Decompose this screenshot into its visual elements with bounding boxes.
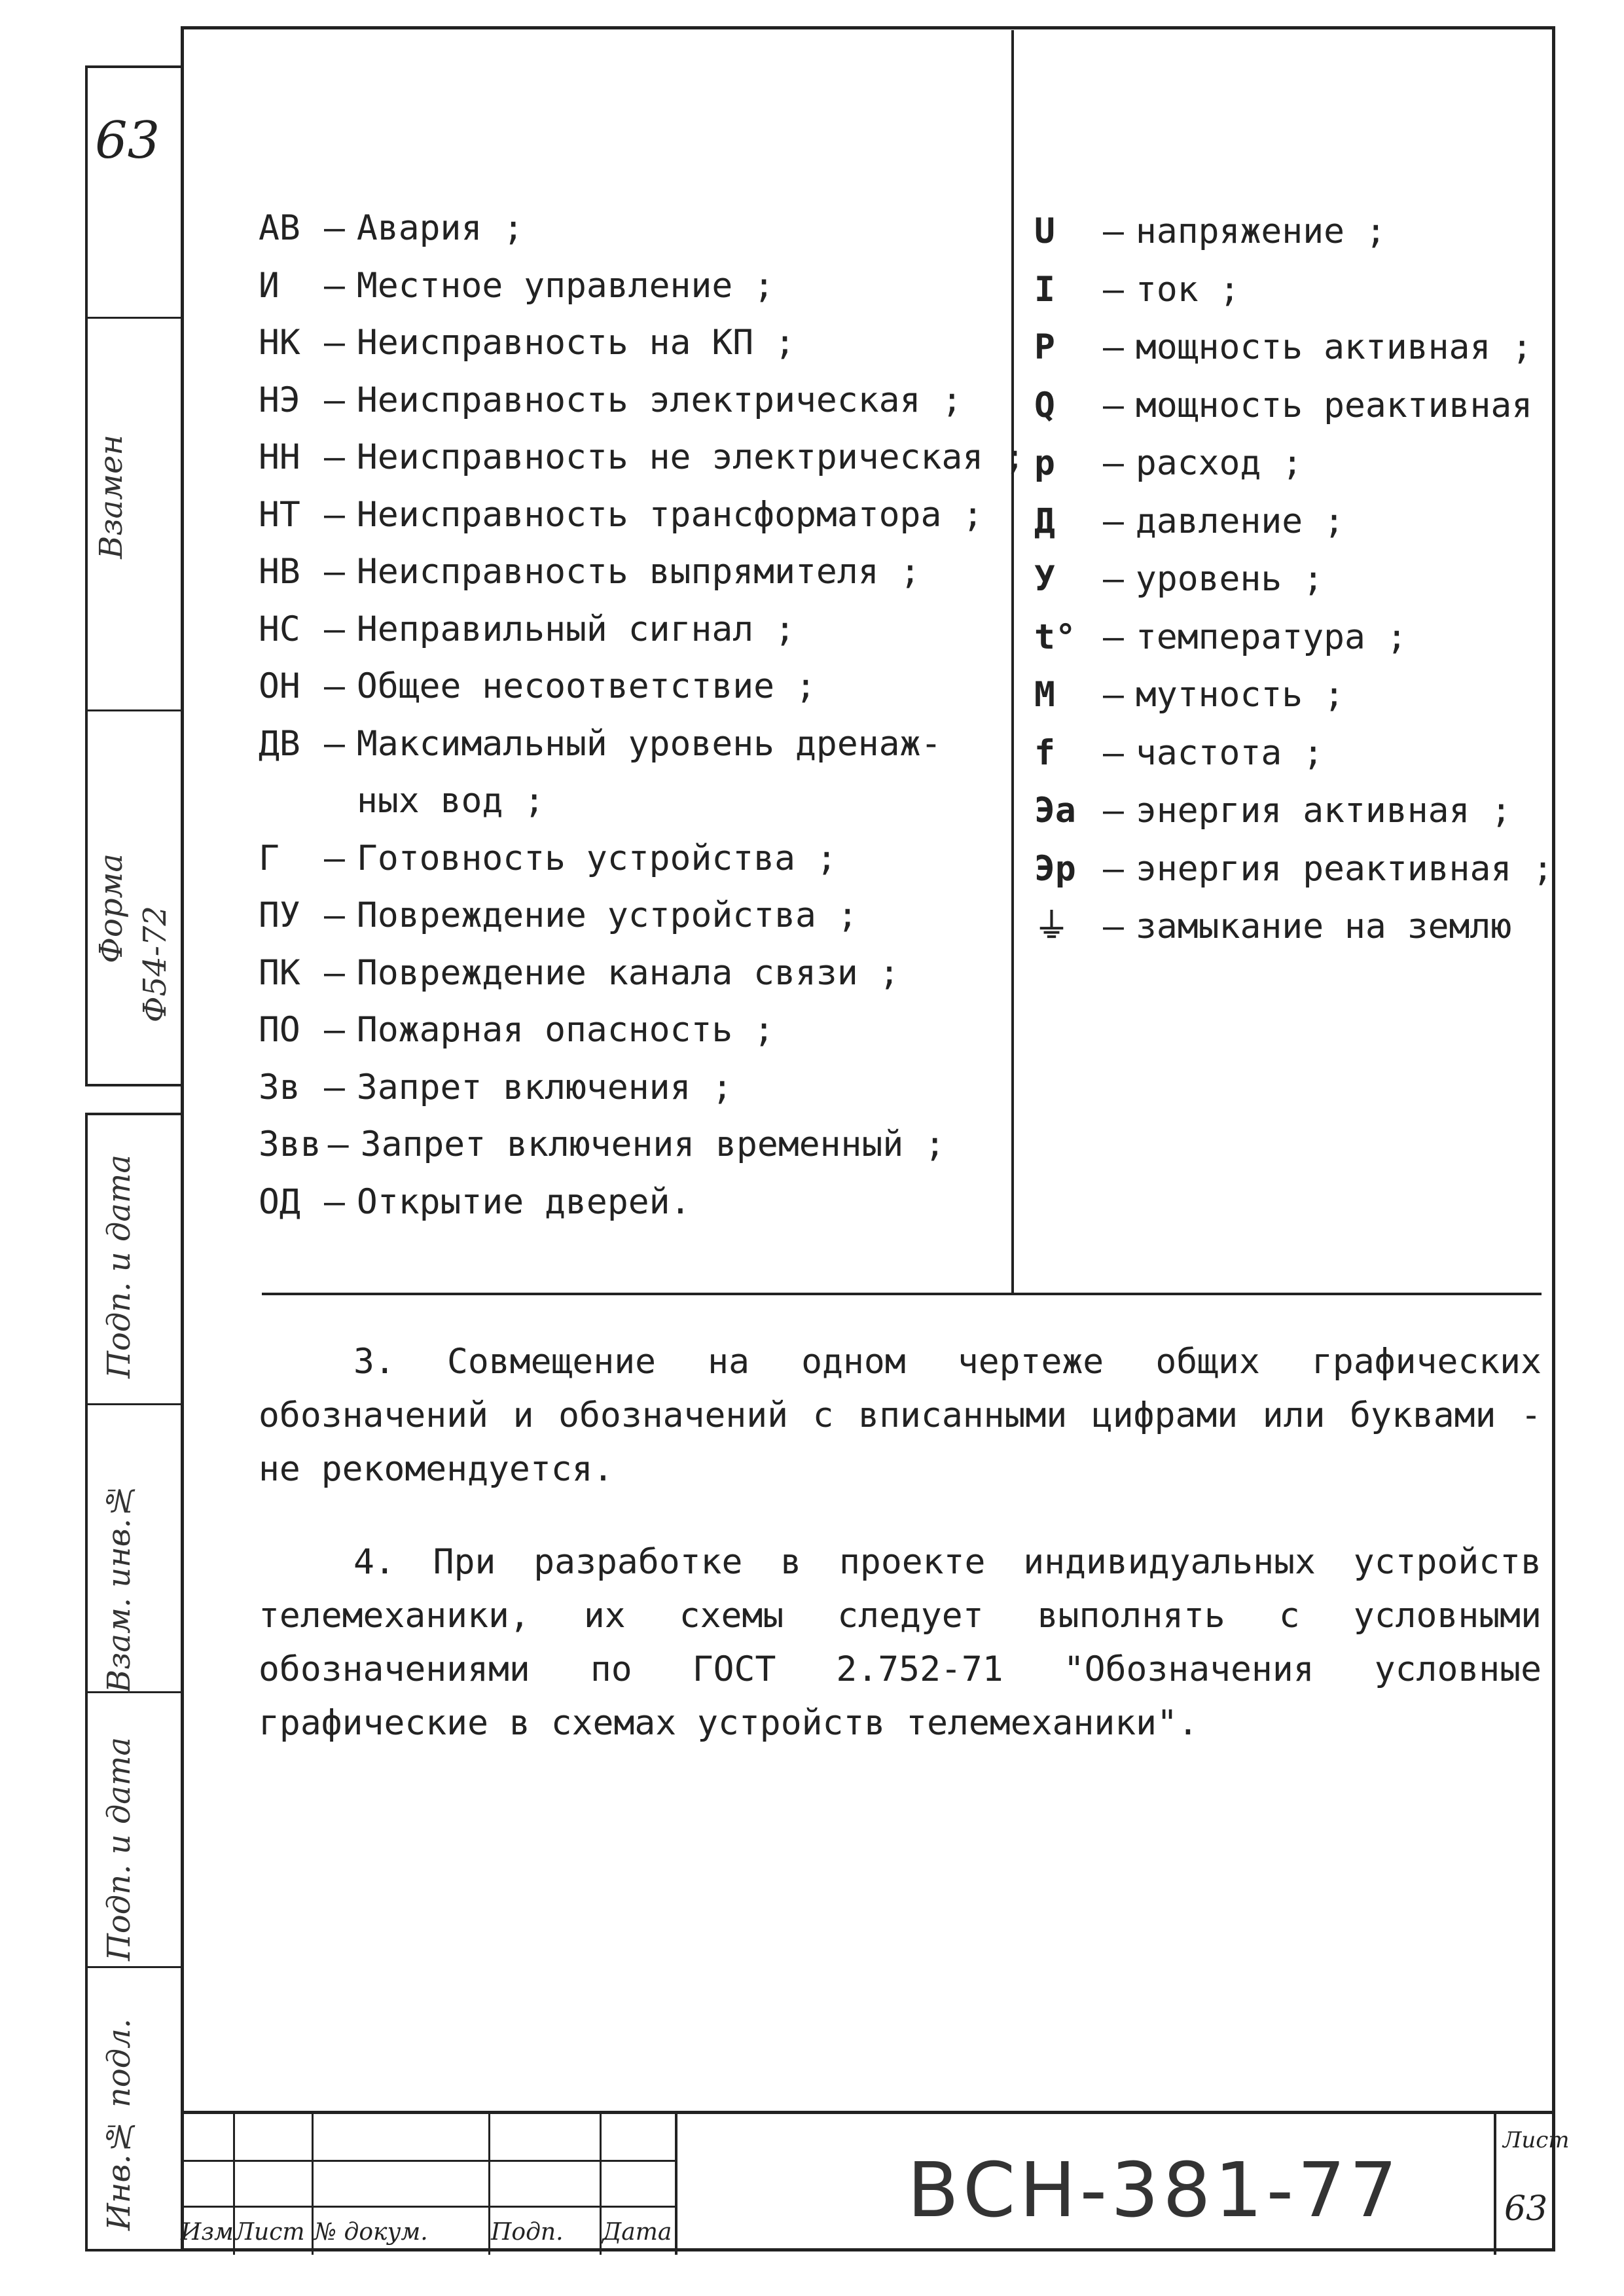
side-label-vzamen: Взамен [93,435,130,559]
side-stamp-top [85,65,183,1086]
list-item: Q – мощность реактивная [1034,385,1533,425]
side-label-podp-data-2: Подп. и дата [101,1737,137,1961]
list-item: ⏚ – замыкание на землю [1034,898,1553,956]
list-item: P – мощность активная ; [1034,327,1533,367]
list-item: НВ – Неисправность выпрямителя ; [259,552,921,592]
list-item: Звв – Запрет включения временный ; [259,1124,946,1164]
list-item: f – частота ; [1034,732,1324,773]
list-item: НК – Неисправность на КП ; [259,323,796,363]
list-item: ПК – Повреждение канала связи ; [259,952,900,993]
sheet-label: Лист [1503,2127,1570,2153]
side-label-podp-data: Подп. и дата [101,1155,137,1378]
list-item: У – уровень ; [1034,559,1324,599]
list-item: Д – давление ; [1034,501,1345,541]
list-item: И – Местное управление ; [259,265,775,306]
list-item: U – напряжение ; [1034,211,1386,251]
list-item: НЭ – Неисправность электрическая ; [259,380,963,420]
notes-section [259,1335,1542,1789]
side-label-inv-podl: Инв.№ подл. [101,2018,137,2231]
list-item: Г – Готовность устройства ; [259,838,837,878]
side-label-form: Форма [93,853,130,963]
sheet-box [1494,2114,1570,2255]
list-item: ПО – Пожарная опасность ; [259,1010,775,1050]
list-item-continuation: ных вод ; [357,781,545,821]
list-item: Зв – Запрет включения ; [259,1067,733,1107]
list-item: ПУ – Повреждение устройства ; [259,895,858,935]
title-block-column-labels: ИзмЛист № докум. Подп. Дата [181,2219,672,2246]
note-3: 3. Совмещение на одном чертеже общих графических обозначений и обозначений с вписанными цифрами или буквами - не рекомендуется. [259,1342,1542,1489]
list-item: Эр – энергия реактивная ; [1034,848,1554,889]
list-item: ДВ – Максимальный уровень дренаж- [259,723,942,764]
list-item: НТ – Неисправность трансформатора ; [259,494,984,535]
list-item: ОД – Открытие дверей. [259,1181,691,1222]
ground-icon: ⏚ [1034,906,1069,946]
document-code: ВСН-381-77 [907,2147,1401,2234]
abbreviation-list [259,200,1025,1230]
list-item: М – мутность ; [1034,675,1345,715]
side-stamp-bottom [85,1113,183,2251]
list-item: I – ток ; [1034,269,1240,310]
list-item: Эа – энергия активная ; [1034,791,1512,831]
list-item: НС – Неправильный сигнал ; [259,609,796,649]
side-label-vzam-inv: Взам. инв.№ [101,1482,137,1693]
list-item: НН – Неисправность не электрическая ; [259,437,1025,477]
symbol-list [1034,203,1553,956]
note-4: 4. При разработке в проекте индивидуальных устройств телемеханики, их схемы следует выполнять с условными обозначениями по ГОСТ 2.752-71 "Обозначения условные графические в схемах устройств телемеханики". [259,1542,1542,1743]
side-label-form-code: Ф54-72 [137,906,173,1023]
section-divider [262,1293,1542,1295]
list-item: p – расход ; [1034,443,1303,483]
list-item: АВ – Авария ; [259,208,524,248]
list-item: ОН – Общее несоответствие ; [259,666,816,706]
title-block [181,2111,1570,2255]
sheet-number: 63 [1504,2189,1548,2229]
list-item: t° – температура ; [1034,617,1407,657]
page-number: 63 [95,111,160,170]
